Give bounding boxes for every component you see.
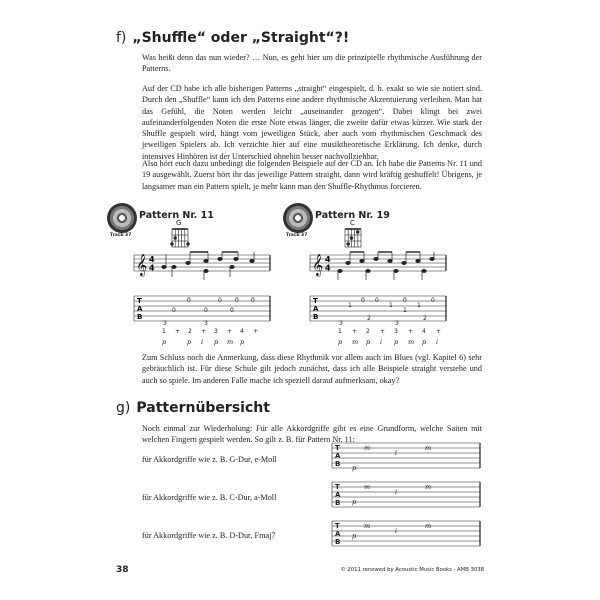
tab-letter: A: [137, 305, 143, 313]
tab-letter: T: [137, 297, 142, 305]
tab-number: 2: [367, 315, 371, 322]
grip-row-label: für Akkordgriffe wie z. B. D-Dur, Fmaj7: [142, 531, 276, 540]
tab-number: 0: [172, 307, 176, 314]
grip-finger: m: [364, 522, 371, 530]
tab-letter: A: [335, 452, 341, 460]
count: +: [227, 328, 233, 335]
finger: p: [422, 338, 427, 346]
tab-number: 0: [204, 307, 208, 314]
grip-finger: i: [395, 527, 398, 535]
count: 2: [366, 328, 370, 335]
grip-finger: i: [395, 449, 398, 457]
tab-number: 3: [339, 320, 343, 327]
tab-number: 0: [361, 297, 365, 304]
section-g-heading: [116, 400, 270, 416]
finger: i: [201, 338, 204, 346]
notes: [338, 252, 435, 280]
grip-bass: p: [352, 498, 357, 506]
tab-letter: A: [335, 491, 341, 499]
count: +: [352, 328, 358, 335]
tab-letter: B: [313, 313, 319, 321]
tab-number: 0: [431, 297, 435, 304]
section-letter: g): [116, 400, 131, 416]
chord-name: C: [350, 219, 355, 227]
grip-finger: m: [425, 444, 432, 452]
grip-finger: m: [364, 444, 371, 452]
finger-row: [338, 338, 438, 346]
section-title: Patternübersicht: [136, 400, 270, 416]
tab-number: 3: [204, 320, 208, 327]
section-title: „Shuffle“ oder „Straight“?!: [132, 30, 350, 46]
tab-number: 1: [389, 302, 393, 309]
grip-row-label: für Akkordgriffe wie z. B. G-Dur, e-Moll: [142, 455, 277, 464]
tab-number: 1: [417, 302, 421, 309]
count-row: [338, 328, 441, 335]
count-row: [162, 328, 258, 335]
copyright: © 2011 renewed by Acoustic Music Books · AMB 3038: [340, 567, 484, 573]
time-sig-bottom: 4: [149, 263, 155, 273]
paragraph-intro: Was heißt denn das nun wieder? … Nun, es geht hier um die prinzipielle rhythmische Ausführung der Patterns.: [142, 53, 482, 74]
finger: p: [162, 338, 167, 346]
tab-number: 0: [230, 307, 234, 314]
count: 3: [214, 328, 218, 335]
tab-letter: B: [335, 499, 341, 507]
chord-name: G: [176, 219, 182, 227]
grip-finger: i: [395, 488, 398, 496]
track-label: Track 37: [110, 233, 132, 238]
tab-number: 0: [235, 297, 239, 304]
tab-number: 1: [348, 302, 352, 309]
pattern-title: Pattern Nr. 11: [139, 210, 214, 221]
tab-letter: T: [335, 483, 340, 491]
finger: p: [394, 338, 399, 346]
tab-number: 0: [187, 297, 191, 304]
tab-number: 2: [423, 315, 427, 322]
tab-number: 3: [395, 320, 399, 327]
finger: p: [240, 338, 245, 346]
tab-number: 0: [251, 297, 255, 304]
tab-letter: T: [313, 297, 318, 305]
finger: i: [436, 338, 439, 346]
finger: p: [338, 338, 343, 346]
grip-finger: m: [364, 483, 371, 491]
paragraph-explanation: Auf der CD habe ich alle bisherigen Patterns „straight“ eingespielt, d. h. exakt so wie sie notiert sind. Durch den „Shuffle“ kann ich den Patterns eine andere rhythmische Akzentuierung verleihen. Man hat das Gefühl, die Noten werden leicht „auseinander gezogen“. Dabei klingt bei zwei aufeinanderfolgenden Noten die erste Note etwas länger, die zweite dafür etwas kürzer. Wie stark der Shuffle gespielt wird, hängt vom jeweiligen Stück, aber auch vom rhythmischen Geschmack des jeweiligen Spielers ab. Ich verzichte hier auf eine musiktheoretische Erklärung. Ich denke, durch intensives Hinhören ist der Unterschied ohnehin besser nachvollziehbar.: [142, 84, 482, 161]
paragraph-overview-intro: Noch einmal zur Wiederholung: Für alle Akkordgriffe gibt es eine Grundform, welche Saiten mit welchen Fingern gespielt werden. So gilt z. B. für Pattern Nr. 11:: [142, 424, 482, 445]
page-number: 38: [116, 565, 129, 575]
count: 4: [422, 328, 426, 335]
count: +: [380, 328, 386, 335]
count: 3: [394, 328, 398, 335]
grip-tabs: [330, 440, 482, 560]
finger-row: [162, 338, 245, 346]
tab-letter: T: [335, 444, 340, 452]
chord-diagram: [171, 229, 190, 247]
paragraph-cd-hint: Also hört euch dazu unbedingt die folgenden Beispiele auf der CD an. Ich habe die Patterns Nr. 11 und 19 ausgewählt. Zuerst hört ihr das jeweilige Pattern straight, dann wird kräftig geshuffelt! Übrigens, je langsamer man ein Pattern spielt, je mehr kann man den Shuffle-Rhythmus forcieren.: [142, 159, 482, 191]
time-sig-top: 4: [149, 255, 155, 264]
tab-letter: A: [313, 305, 319, 313]
tab-number: 1: [403, 307, 407, 314]
tab-number: 0: [375, 297, 379, 304]
count: +: [436, 328, 442, 335]
count: +: [175, 328, 181, 335]
track-label: Track 37: [286, 233, 308, 238]
tab-number: 0: [218, 297, 222, 304]
tab-letter: B: [137, 313, 143, 321]
finger: p: [214, 338, 219, 346]
grip-row-label: für Akkordgriffe wie z. B. C-Dur, a-Moll: [142, 493, 277, 502]
finger: p: [187, 338, 192, 346]
finger: i: [380, 338, 383, 346]
finger: m: [227, 338, 234, 346]
tab-letter: T: [335, 522, 340, 530]
time-sig-top: 4: [325, 255, 331, 264]
count: +: [408, 328, 414, 335]
section-letter: f): [116, 30, 127, 46]
count: 1: [338, 328, 342, 335]
tab-number: 0: [403, 297, 407, 304]
grip-finger: m: [425, 522, 432, 530]
count: 4: [240, 328, 244, 335]
finger: m: [352, 338, 359, 346]
paragraph-blues-note: Zum Schluss noch die Anmerkung, dass diese Rhythmik vor allem auch im Blues (vgl. Kapitel 6) sehr gebräuchlich ist. Für diese Schule gilt jedoch zunächst, dass ich alle Beispiele straight verstehe und auch so spiele. Im anderen Falle mache ich speziell darauf aufmerksam, okay?: [142, 353, 482, 385]
count: 1: [162, 328, 166, 335]
treble-clef: 𝄞: [312, 254, 324, 276]
pattern-19-score: [308, 226, 448, 348]
tab-letter: B: [335, 460, 341, 468]
finger: m: [408, 338, 415, 346]
chord-diagram: [345, 229, 361, 247]
tab-number: 3: [163, 320, 167, 327]
grip-bass: p: [352, 532, 357, 540]
time-sig-bottom: 4: [325, 263, 331, 273]
grip-finger: m: [425, 483, 432, 491]
treble-clef: 𝄞: [136, 254, 148, 276]
grip-bass: p: [352, 464, 357, 472]
section-f-heading: [116, 30, 349, 46]
count: +: [253, 328, 259, 335]
finger: p: [366, 338, 371, 346]
tab-letter: B: [335, 538, 341, 546]
tab-staff: [134, 296, 270, 321]
count: +: [201, 328, 207, 335]
count: 2: [188, 328, 192, 335]
pattern-11-score: [132, 226, 272, 348]
pattern-title: Pattern Nr. 19: [315, 210, 390, 221]
notes: [162, 252, 255, 280]
tab-letter: A: [335, 530, 341, 538]
